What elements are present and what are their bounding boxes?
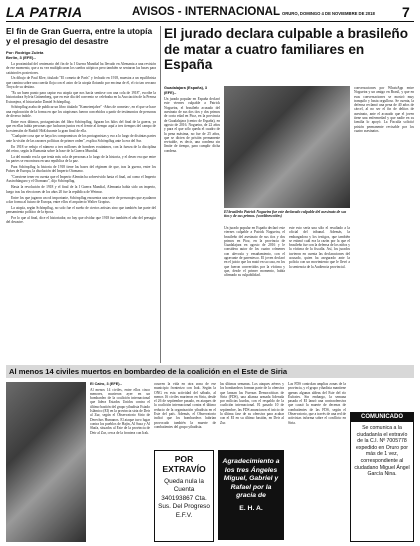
left-article-paragraph: La del mundo era la que tenía más cola de personas a lo largo de la historia, y el deseo era que entre las partes se encontrara en una república de la paz. bbox=[6, 154, 156, 164]
main-article-col3: este esto sería una sólo el resultado a la oficial del tribunal. Además, la embargadora y los testigos, que también se estimó cuál era la razón por la que el brasileño fue con la defensa de los niños y la víctima de la fiscalía. Así, los jurados tuvieron en cuenta las declaraciones del acusado, quien ha asegurado ante la policía con un movimiento que le llevó a la sentencia de la Audiencia provincial. bbox=[289, 226, 350, 269]
syria-photo bbox=[6, 382, 86, 542]
left-article-byline bbox=[6, 50, 156, 60]
ad-gratitude bbox=[218, 450, 284, 540]
masthead: LA PATRIA bbox=[6, 4, 83, 20]
section-title: AVISOS - INTERNACIONAL bbox=[132, 6, 281, 18]
left-article-headline: El fin de Gran Guerra, entre la utopía y el presagio del desastre bbox=[6, 26, 153, 46]
main-article-col4: conversaciones por WhatsApp entre Nogueira y un amigo en Brasil, y que en esas conversaciones se mostró muy tranquilo y hasta orgulloso. Se cuenta, la defensa reclamó una pena de 40 años de cárcel, al no ser el fin de delitos de asesinato, ante el acusado que el joven tiene una enfermedad y que nadie en su familia lo apoyó. La Fiscalía solicitó prisión permanente revisable por los cuatro asesinatos. bbox=[354, 86, 414, 133]
syria-col3: las últimas semanas. Los ataques aéreos y los bombardeos forman parte de la ofensiva que lanzan las Fuerzas Democráticas de Siria (FDS), una alianza armada liderada por milicias kurdas, con el respaldo de la coalición internacional. El pasado 10 de septiembre, las FDS anunciaron el inicio de la última fase de su ofensiva para acabar con el EI en su último bastión, en Deir al Zur. bbox=[220, 382, 284, 425]
main-article bbox=[164, 26, 414, 364]
left-article-body bbox=[6, 62, 156, 362]
photo-caption: El brasileño Patrick Nogueira fue este declarado culpable del asesinato de sus tíos y de sus primos. (worldnewcities) bbox=[224, 210, 347, 219]
main-article-col2: Un jurado popular en España declaró este viernes culpable a Patrick Nogueira, el brasileño del asesinato de sus tíos y dos primos en Pioz, en la provincia de Guadalajara en agosto de 2016 y le considera autor de los cuatro crímenes con alevosía y ensañamiento, con el agravante de parentesco. El joven declaró en el juicio que los mató en su casa, en los que fueron convertidos por la víctima y que, desde el primer momento, había afirmado su culpabilidad. bbox=[224, 226, 285, 278]
header-rule bbox=[6, 21, 414, 22]
left-article-paragraph: Por lo que al final, dice el historiador, no hay que olvidar que 1918 fue también el año del presagio del desastre. bbox=[6, 215, 156, 225]
left-article-paragraph: Entre esos últimos, protagonistas del libro Schönpflug, figuran los hilos del final de la guerra, ya que en ellas había personas que lucharon juntos en el frente al tiempo aquí a tres tiempos del campo de la extensión de Rudolf Höß durante la gran final de ella. bbox=[6, 119, 156, 133]
ad-extravio-body: Queda nula la Cuenta 340193867 Cta. Sus. Del Progreso E.F.V. bbox=[158, 478, 210, 519]
left-article-paragraph: "Conviene tener en cuenta que el Imperio Alemán ha sobrevivido hasta el final, así como el Imperio Austrohúngaro y el Otomano", dijo Schönpflug. bbox=[6, 175, 156, 184]
left-article-paragraph: "Cualquier cosa que se haya los compromisos de los protagonistas y eso a lo largo de distintas partes ante la visión de las razones políticas de primer orden", explica Schönpflug ante la era del Sur. bbox=[6, 134, 156, 143]
main-article-dateline: Guadalajara (España), 3 (EFE).- bbox=[164, 86, 208, 95]
ad-extravio bbox=[154, 450, 214, 542]
left-article-paragraph: Entre los que jugaron un rol importante, Schönpflug encuentra una serie de personajes que ayudaron a dar forma al futuro de Europa, entre ellos el arquitecto Walter Gropius. bbox=[6, 195, 156, 204]
left-article-paragraph: En 1918 se redujo el número a tres millones de hombres ecuánimes, con la fuerza de la disciplina del reino, según la Rumania sobre la base de la Guerra Mundial. bbox=[6, 144, 156, 153]
left-article-paragraph: Schönpflug acaba de publicar un libro titulado "Kometenjahre" -Años de cometas-, en el que se hace una exploración de la forma en que los utopismos fueron concebidos a partir de testimonios de personas de diverso índole. bbox=[6, 105, 156, 119]
left-article-paragraph: La utopía, según Schönpflug, no solo fue el sueño de ciertos artistas sino que también fue parte del pensamiento político de la época. bbox=[6, 205, 156, 215]
syria-dateline: El Cairo, 3 (EFE).- bbox=[90, 382, 122, 386]
syria-col4: Las FDS controlan amplias zonas de la provincia, y el grupo yihadista mantiene apenas algunas aldeas del Este del río Éufrates. Sin embargo, la semana pasada el EI lanzó una contraofensiva que causó la muerte de decenas de combatientes de las FDS, según el Observatorio, que a través de una red de activistas informa sobre el conflicto en Siria. bbox=[288, 382, 346, 425]
left-article-paragraph: Hasta la revolución de 1918 y el final de la I Guerra Mundial, Alemania había sido un imperio, luego tras las elecciones de los años 20 fue la república de Weimar. bbox=[6, 185, 156, 194]
page-number: 7 bbox=[402, 4, 410, 20]
ad-comunicado bbox=[350, 412, 414, 542]
byline-author: Por: Rodrigo Zuleta bbox=[6, 50, 44, 55]
left-article-paragraph: Un dibujo de Paul Klee, titulado "El cometa de París" y fechado en 1918, muestra a un equilibrista que camina sobre una cuerda floja con el astro de la utopía flotando por encima de él, el rio tan cercano Troya de su destino. bbox=[6, 76, 156, 90]
page-header bbox=[6, 4, 414, 22]
ad-comunicado-body: Se comunica a la ciudadanía el extravío de la C.I. Nº 7005778 expedido en Oruro por más de 1 vez, correspondiente al ciudadano Miguel Ángel García Nina. bbox=[354, 425, 410, 478]
left-article bbox=[6, 26, 156, 364]
syria-article bbox=[6, 382, 414, 542]
byline-place: Berlín, 3 (EFE).- bbox=[6, 55, 36, 60]
main-article-col1 bbox=[164, 86, 220, 362]
syria-col1 bbox=[90, 382, 150, 542]
dateline: ORURO, DOMINGO 4 DE NOVIEMBRE DE 2018 bbox=[282, 11, 375, 16]
left-article-paragraph: "Es un buen punto para captar esa utopía que nos hacía sentirse con una cola de 1918", escribe la historiadora Sylvia Grünenberg, que en este día del convento se celebraba en la Asociación de la Prensa Extranjera, el historiador Daniel Schönpflug. bbox=[6, 90, 156, 104]
news-photo bbox=[224, 86, 350, 208]
left-article-paragraph: La proximidad del centenario del fin de la I Guerra Mundial ha llevado en Alemania a una revisión de ese momento, que a su vez multiplicaron los sueños utópicos pero también se sentaron las bases para catástrofes posteriores. bbox=[6, 62, 156, 75]
ad-comunicado-label: COMUNICADO bbox=[351, 413, 413, 422]
main-article-col1-text: Un jurado popular en España declaró este viernes culpable a Patrick Nogueira, el brasileño acusado del asesinato de sus dos tíos y dos primos de corta edad en Pioz, en la provincia de Guadalajara (centro de España), en agosto de 2016. Nogueira, de 22 años y para el que sólo queda el cuadro de la pena máxima, no fue de 25 años, que se dicten de prisión permanente revisable, es decir, una condena sin límite de tiempo, para cumplir dicha condena. bbox=[164, 97, 220, 153]
ad-gratitude-text: Agradecimiento a los tres Ángeles Miguel, Gabriel y Rafael por la gracia de bbox=[222, 458, 280, 500]
ad-extravio-label: POR EXTRAVÍO bbox=[162, 454, 206, 474]
syria-col1-text: Al menos 14 civiles, entre ellos cinco menores, murieron ayer en un bombardeo de la coalición internacional que lidera Estados Unidos contra el último bastión del grupo yihadista Estado Islámico (EI) en la provincia siria de Deir al Zur, según el Observatorio Sirio de Derechos Humanos. El ataque tuvo lugar contra los pueblos de Hajin, Al Susa y Al Shafa, situados al Este de la provincia de Deir al Zur, cerca de la frontera con Irak. bbox=[90, 387, 150, 435]
syria-headline: Al menos 14 civiles muertos en bombardeo de la coalición en el Este de Siria bbox=[9, 367, 288, 376]
syria-col2: ocurren la vida en otra zona de ese municipio fronterizo con Irak. Según la ONG en esta actividad del sábado, al menos 16 civiles murieron en Siria, desde el 26 de septiembre pasado, en ataques de la coalición internacional contra el último reducto de la organización yihadista en el Este del país. Además, el Observatorio indicó que los bombardeos habrían provocado también la muerte de combatientes del grupo yihadista. bbox=[154, 382, 216, 429]
ad-gratitude-eha: E. H. A. bbox=[239, 504, 263, 512]
left-article-paragraph: Para Schönpflug la historia de 1918 tiene las bases del régimen de que, tras la guerra, entre los Países de Europa, la disolución del Imperio Otomano. bbox=[6, 164, 156, 174]
main-article-headline: El jurado declara culpable a brasileño de matar a cuatro familiares en España bbox=[164, 26, 409, 72]
column-divider bbox=[160, 26, 161, 363]
